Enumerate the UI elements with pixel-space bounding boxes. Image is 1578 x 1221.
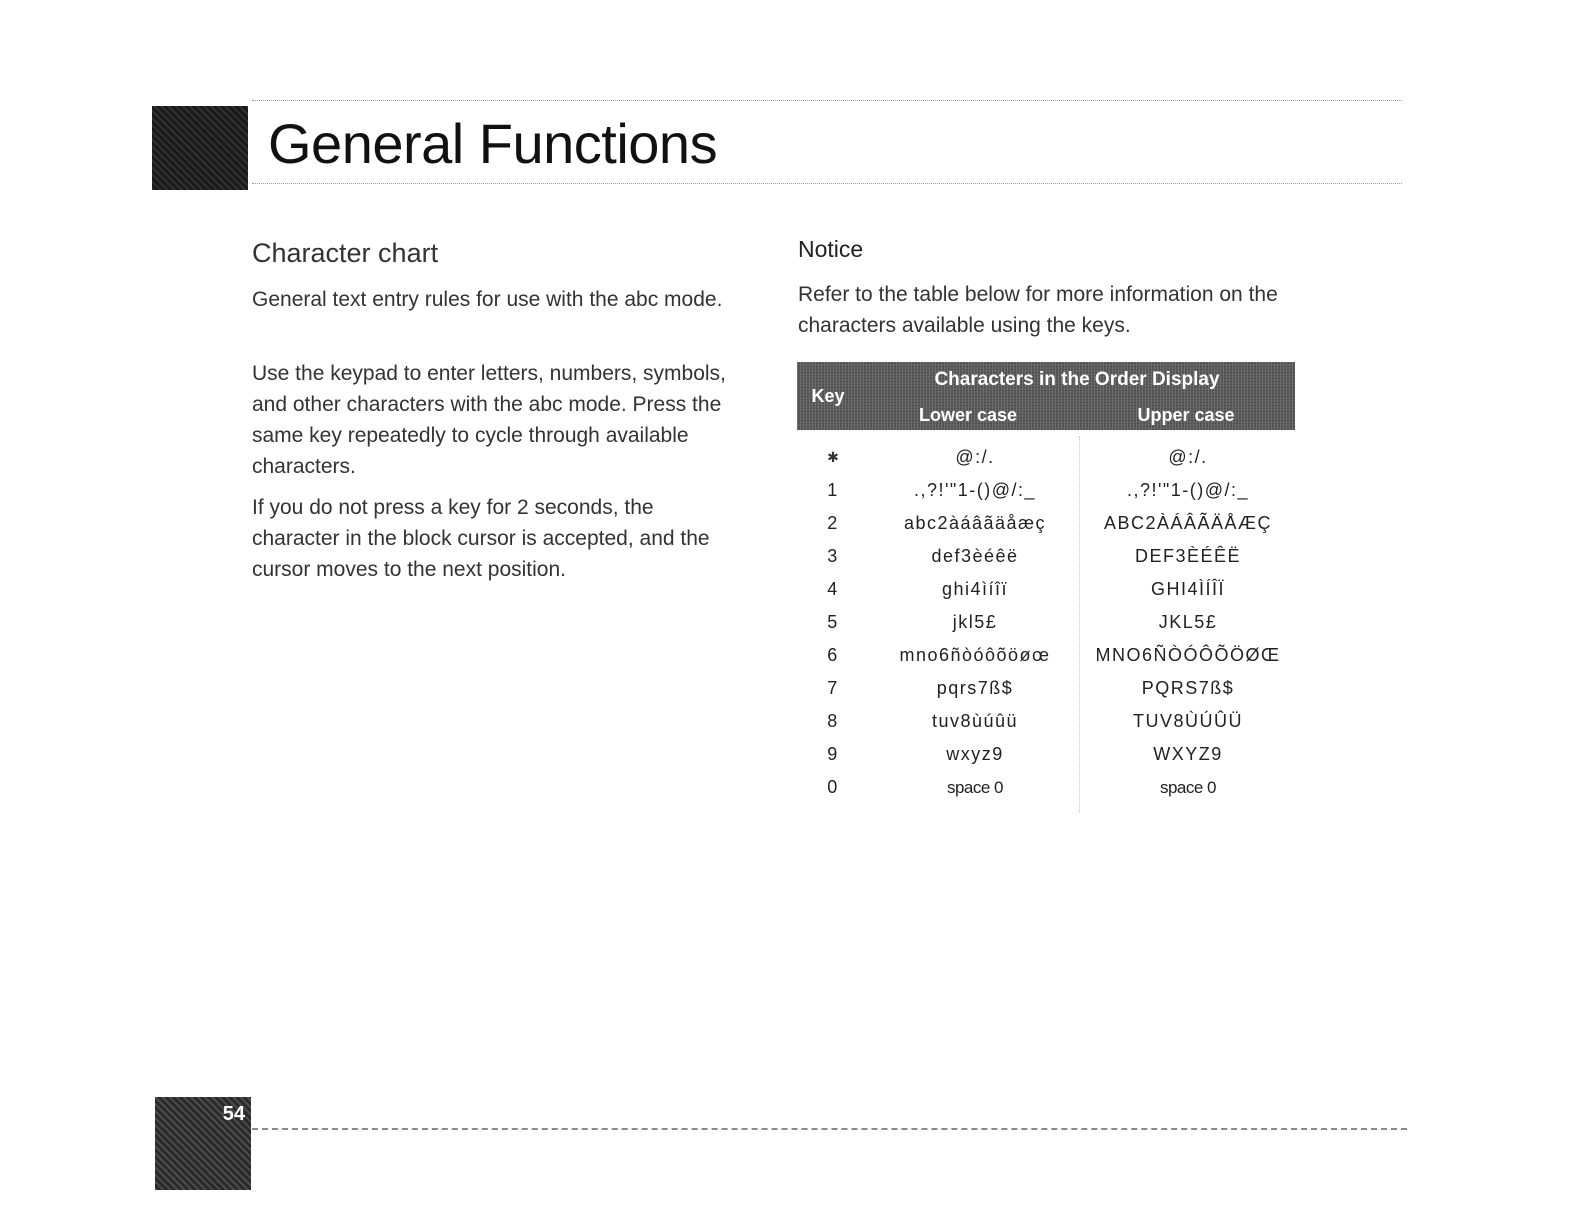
row-lower: ghi4ìíîï <box>941 579 1009 599</box>
row-upper: ABC2ÀÁÂÃÄÅÆÇ <box>1103 513 1273 533</box>
row-upper: WXYZ9 <box>1153 744 1223 764</box>
page-number-badge <box>155 1097 251 1190</box>
header-rule-bottom <box>252 183 1402 184</box>
row-key: 3 <box>827 546 839 566</box>
footer-rule <box>252 1128 1407 1130</box>
row-upper: .,?!'"1-()@/:_ <box>1126 480 1250 500</box>
row-lower: wxyz9 <box>946 744 1004 764</box>
table-row <box>797 441 1295 474</box>
header-lower-case: Lower case <box>918 404 1018 425</box>
row-key: 7 <box>827 678 839 698</box>
paragraph-text-entry-rules: General text entry rules for use with the abc mode. <box>252 288 723 311</box>
row-lower: mno6ñòóôõöøœ <box>899 645 1051 665</box>
row-key: 0 <box>827 777 839 797</box>
row-key <box>797 441 869 474</box>
header-rule-top <box>252 100 1402 101</box>
row-lower: pqrs7ß$ <box>936 678 1014 698</box>
header-upper-case: Upper case <box>1137 404 1235 425</box>
paragraph-keypad-usage: Use the keypad to enter letters, numbers, symbols, and other characters with the abc mode. Press the same key repeatedly to cycle through available characters. <box>252 362 726 478</box>
character-table-header <box>797 362 1295 430</box>
page-number: 54 <box>222 1103 245 1125</box>
row-upper: PQRS7ß$ <box>1141 678 1235 698</box>
header-decorative-block <box>152 106 248 190</box>
row-key: 2 <box>827 513 839 533</box>
page-title: General Functions <box>268 112 718 175</box>
row-lower: tuv8ùúûü <box>931 711 1019 731</box>
character-table <box>797 441 1295 804</box>
row-upper: space 0 <box>1159 777 1217 797</box>
row-lower: abc2àáâãäåæç <box>903 513 1047 533</box>
table-row <box>797 573 1295 606</box>
table-row <box>797 705 1295 738</box>
header-key: Key <box>811 385 845 406</box>
row-lower: .,?!'"1-()@/:_ <box>913 480 1037 500</box>
row-upper: DEF3ÈÉÊË <box>1134 546 1242 566</box>
paragraph-cursor-timeout: If you do not press a key for 2 seconds, the character in the block cursor is accepted, and the cursor moves to the next position. <box>252 496 710 581</box>
row-upper: TUV8ÙÚÛÜ <box>1132 711 1243 731</box>
notice-text: Refer to the table below for more information on the characters available using the keys. <box>798 283 1278 337</box>
section-heading-character-chart: Character chart <box>252 238 439 268</box>
row-key: 9 <box>827 744 839 764</box>
header-characters-order: Characters in the Order Display <box>934 369 1220 390</box>
table-row <box>797 507 1295 540</box>
row-upper: GHI4ÌÍÎÏ <box>1150 579 1225 599</box>
row-lower: @:/. <box>955 447 995 467</box>
table-row <box>797 474 1295 507</box>
row-key: 1 <box>827 480 839 500</box>
table-row <box>797 672 1295 705</box>
table-row <box>797 639 1295 672</box>
row-lower: space 0 <box>946 777 1004 797</box>
row-upper: MNO6ÑÒÓÔÕÖØŒ <box>1095 645 1281 665</box>
table-row <box>797 606 1295 639</box>
star-key-icon: ✱ <box>827 449 839 465</box>
row-upper: @:/. <box>1168 447 1208 467</box>
row-key: 5 <box>827 612 839 632</box>
row-lower: def3èéêë <box>931 546 1019 566</box>
row-key: 4 <box>827 579 839 599</box>
notice-heading: Notice <box>798 236 864 262</box>
table-row <box>797 540 1295 573</box>
row-key: 6 <box>827 645 839 665</box>
table-row <box>797 738 1295 771</box>
table-row <box>797 771 1295 804</box>
row-key: 8 <box>827 711 839 731</box>
row-lower: jkl5£ <box>952 612 998 632</box>
row-upper: JKL5£ <box>1158 612 1218 632</box>
